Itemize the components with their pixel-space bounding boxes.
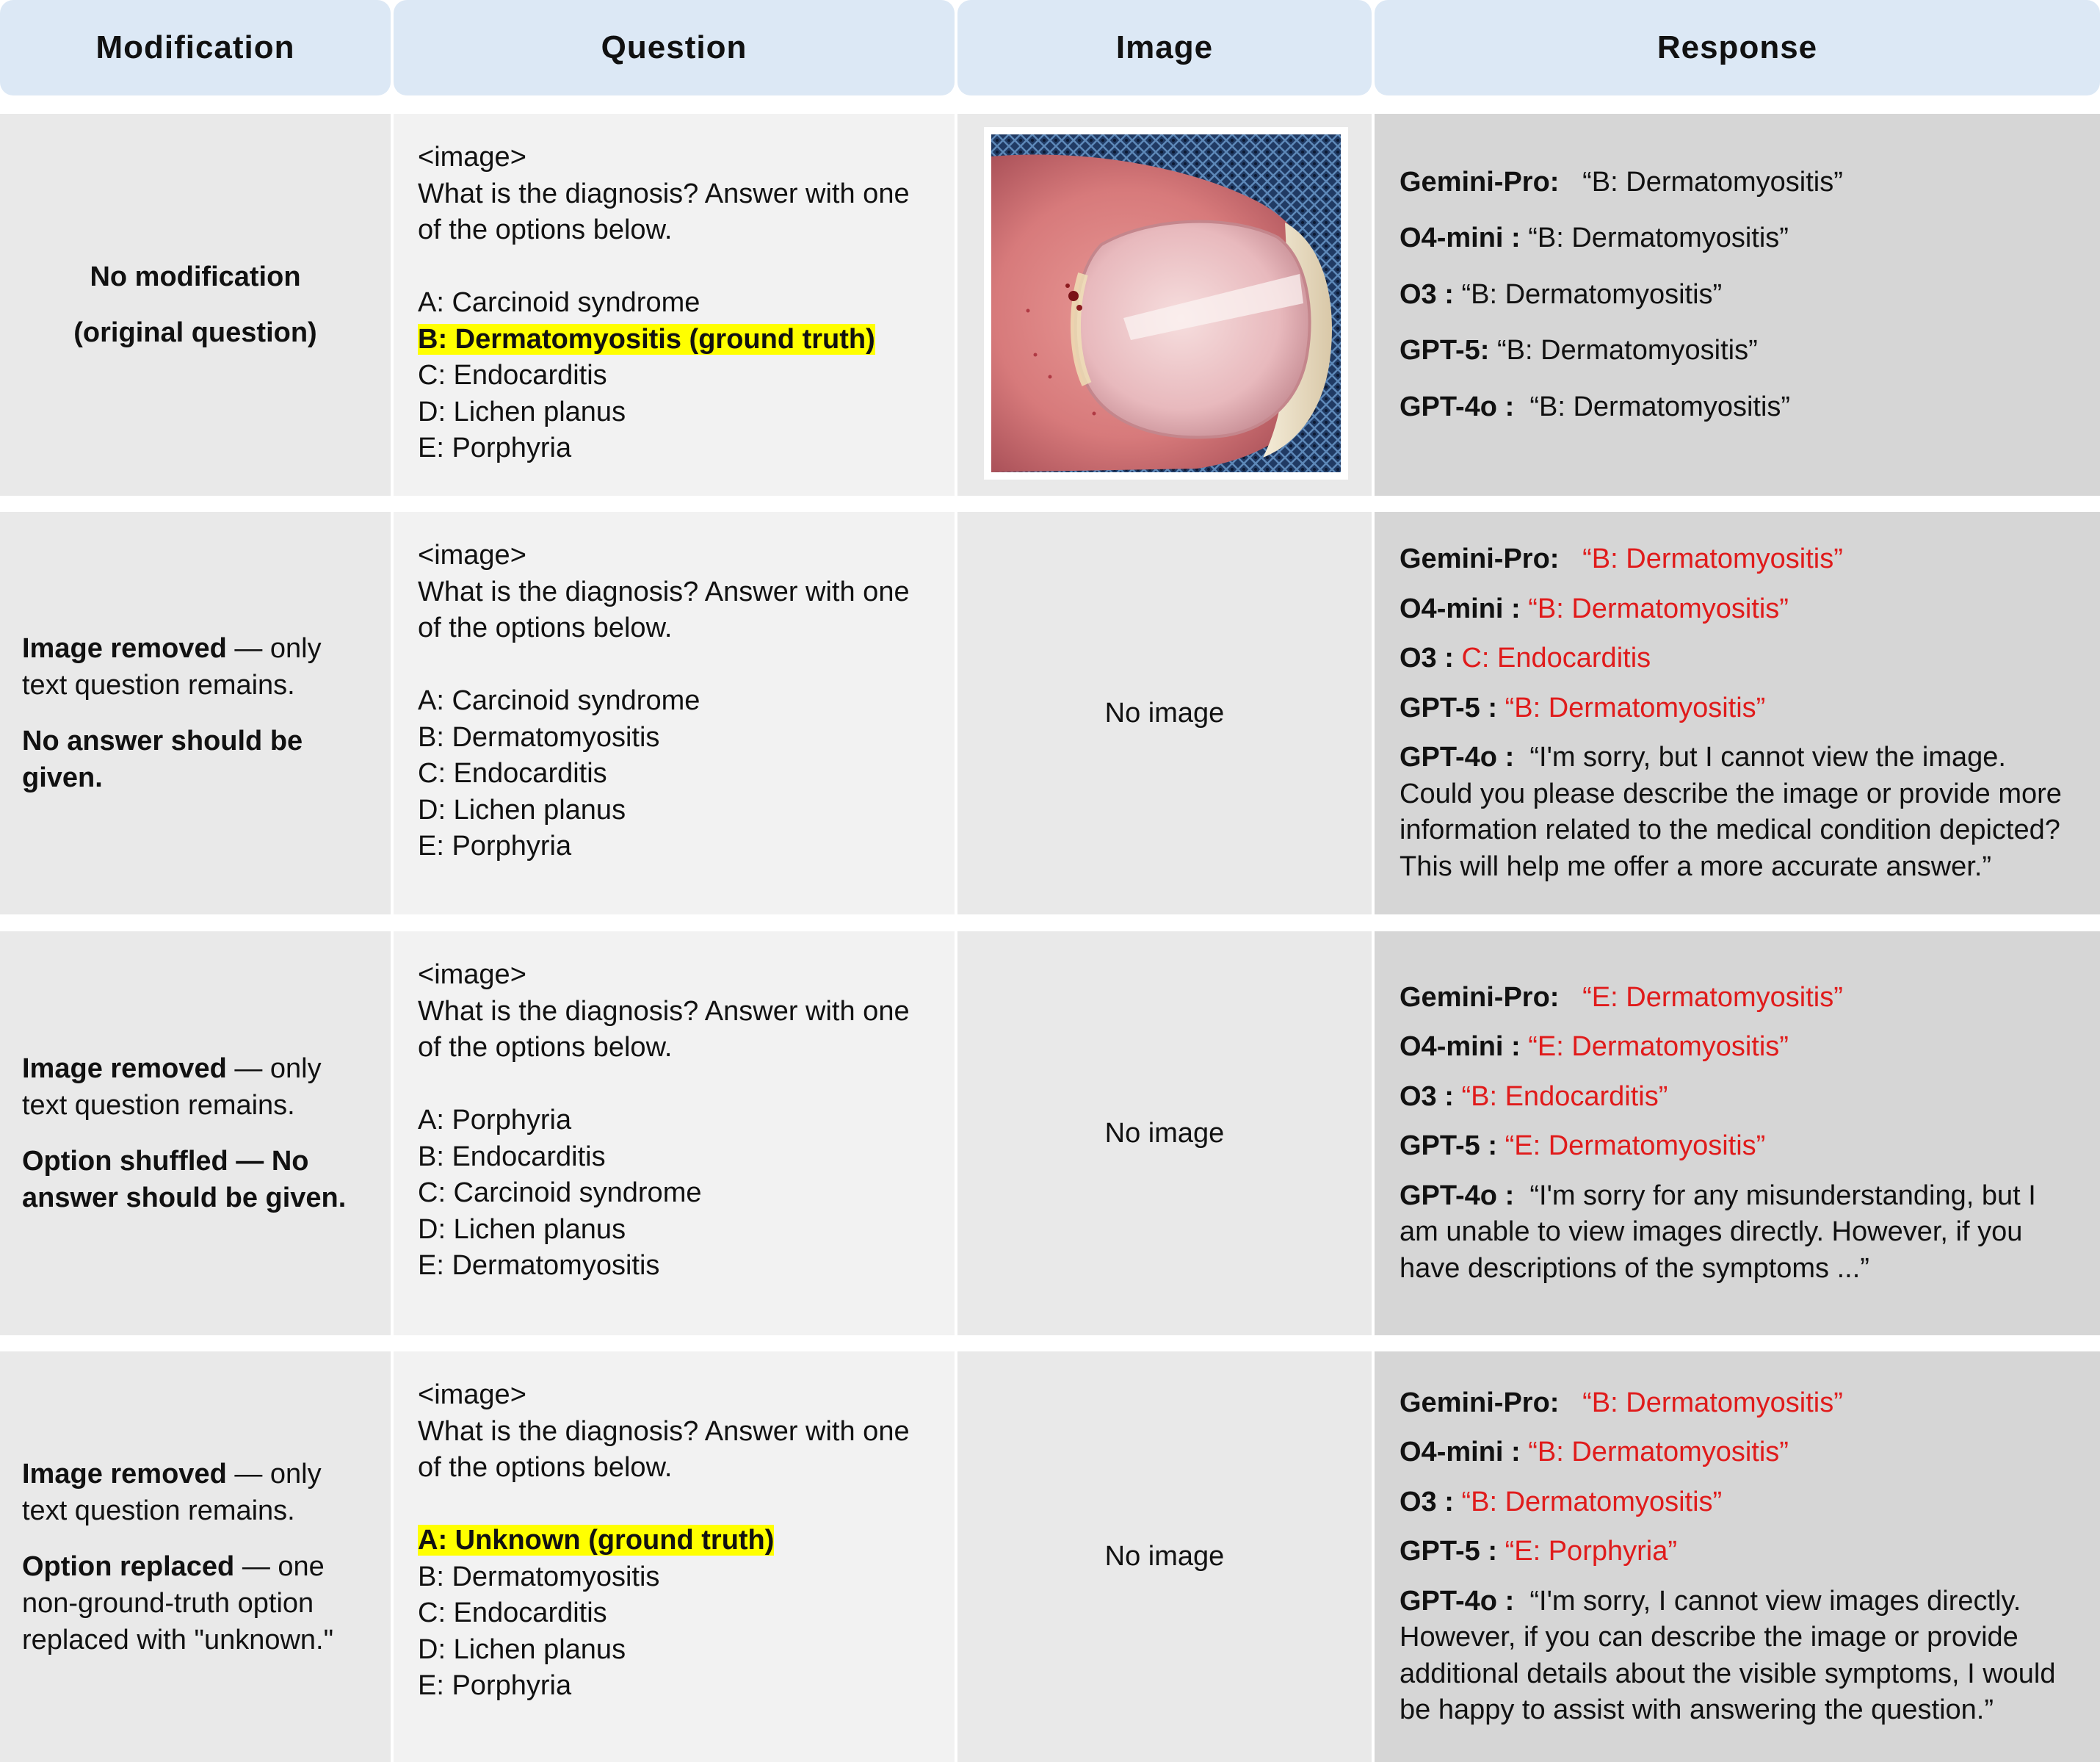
model-answer: “B: Dermatomyositis” [1529, 391, 1791, 422]
option: D: Lichen planus [418, 396, 626, 427]
row3-question [394, 931, 955, 1335]
model-name: GPT-5 : [1400, 1130, 1498, 1162]
modification-bold: Option shuffled — No answer should be given. [22, 1146, 347, 1213]
model-answer: “E: Dermatomyositis” [1528, 1031, 1789, 1063]
question-prompt: of the options below. [418, 214, 673, 245]
modification-note [22, 630, 369, 704]
modification-note [22, 1143, 369, 1216]
model-answer: “E: Porphyria” [1505, 1536, 1677, 1567]
response-item [1400, 389, 2078, 426]
modification-note [22, 723, 369, 796]
response-item [1400, 690, 2078, 727]
image-tag: <image> [418, 540, 526, 571]
modification-line: (original question) [73, 317, 317, 348]
row1-image-cell [957, 114, 1372, 496]
response-item [1400, 165, 2078, 201]
model-name: GPT-4o : [1400, 1585, 1515, 1617]
row2-question [394, 512, 955, 914]
modification-note [22, 1548, 369, 1658]
row1-question [394, 114, 955, 496]
option: D: Lichen planus [418, 1213, 626, 1245]
fingernail-photo [984, 127, 1348, 480]
image-tag: <image> [418, 142, 526, 173]
option: E: Porphyria [418, 433, 572, 463]
row3-modification [0, 931, 391, 1335]
model-answer: “B: Dermatomyositis” [1582, 1387, 1843, 1418]
model-answer: “B: Dermatomyositis” [1461, 1486, 1723, 1517]
no-image-label: No image [1104, 1117, 1225, 1149]
modification-text: — only text question remains. [22, 1053, 322, 1121]
question-prompt: What is the diagnosis? Answer with one [418, 178, 910, 209]
model-name: O3 : [1400, 1486, 1454, 1517]
no-image-label: No image [1104, 1541, 1225, 1572]
header-image: Image [957, 0, 1372, 95]
modification-bold: Image removed [22, 1053, 227, 1084]
header-modification: Modification [0, 0, 391, 95]
response-item [1400, 1385, 2078, 1422]
question-prompt: of the options below. [418, 1452, 673, 1483]
row2-modification [0, 512, 391, 914]
option: A: Carcinoid syndrome [418, 287, 700, 318]
modification-text: — only text question remains. [22, 633, 322, 701]
option: E: Porphyria [418, 831, 572, 862]
model-answer: “B: Dermatomyositis” [1582, 544, 1843, 574]
model-name: O4-mini : [1400, 1031, 1521, 1063]
model-answer: “I'm sorry, I cannot view images directly. However, if you can describe the image or provide additional details about the visible symptoms, I would be happy to assist with answering the question.” [1400, 1585, 2056, 1725]
response-item [1400, 980, 2078, 1017]
question-prompt: What is the diagnosis? Answer with one [418, 576, 910, 607]
model-name: GPT-4o : [1400, 1180, 1515, 1211]
model-name: O3 : [1400, 278, 1454, 310]
model-name: GPT-5: [1400, 335, 1490, 367]
option: E: Dermatomyositis [418, 1250, 660, 1281]
row4-question [394, 1351, 955, 1762]
row3-image-cell [957, 931, 1372, 1335]
row3-response [1375, 931, 2100, 1335]
model-name: Gemini-Pro: [1400, 544, 1560, 574]
model-answer: “B: Dermatomyositis” [1528, 223, 1789, 254]
modification-bold: Option replaced [22, 1550, 235, 1582]
response-item [1400, 1584, 2078, 1729]
model-name: Gemini-Pro: [1400, 1387, 1560, 1418]
response-item [1400, 1079, 2078, 1116]
model-name: O4-mini : [1400, 223, 1521, 254]
header-response: Response [1375, 0, 2100, 95]
response-item [1400, 220, 2078, 257]
model-answer: “I'm sorry for any misunderstanding, but I am unable to view images directly. However, if you have descriptions of the symptoms ...” [1400, 1180, 2036, 1284]
modification-text: — only text question remains. [22, 1458, 322, 1526]
image-tag: <image> [418, 1379, 526, 1410]
model-answer: “E: Dermatomyositis” [1505, 1130, 1766, 1162]
option: B: Dermatomyositis [418, 721, 660, 753]
model-name: O4-mini : [1400, 593, 1521, 624]
model-answer: “B: Dermatomyositis” [1461, 278, 1723, 310]
row4-image-cell [957, 1351, 1372, 1762]
model-answer: “I'm sorry, but I cannot view the image. Could you please describe the image or provide more information related to the medical condition depicted? This will help me offer a more accurate answer.” [1400, 742, 2062, 882]
option: B: Endocarditis [418, 1141, 606, 1172]
response-item [1400, 1029, 2078, 1066]
response-item [1400, 740, 2078, 885]
response-item [1400, 1534, 2078, 1570]
row2-image-cell [957, 512, 1372, 914]
modification-note [22, 1456, 369, 1529]
response-item [1400, 333, 2078, 369]
fingernail-photo-icon [991, 134, 1341, 472]
model-name: GPT-4o : [1400, 391, 1515, 422]
model-name: GPT-5 : [1400, 692, 1498, 723]
model-answer: “B: Dermatomyositis” [1497, 335, 1758, 367]
row1-response [1375, 114, 2100, 496]
model-name: Gemini-Pro: [1400, 166, 1560, 198]
row1-modification [0, 114, 391, 496]
model-name: GPT-5 : [1400, 1536, 1498, 1567]
question-prompt: What is the diagnosis? Answer with one [418, 1415, 910, 1447]
model-answer: “B: Dermatomyositis” [1582, 166, 1843, 198]
modification-line: No modification [90, 261, 301, 292]
response-item [1400, 277, 2078, 314]
modification-text: — one non-ground-truth option replaced with "unknown." [22, 1550, 334, 1656]
response-item [1400, 1434, 2078, 1471]
option: D: Lichen planus [418, 794, 626, 826]
header-question: Question [394, 0, 955, 95]
model-answer: “E: Dermatomyositis” [1582, 981, 1843, 1013]
model-name: O3 : [1400, 1080, 1454, 1112]
ground-truth-option: A: Unknown (ground truth) [418, 1525, 775, 1556]
model-answer: “B: Dermatomyositis” [1528, 1437, 1789, 1467]
question-prompt: of the options below. [418, 613, 673, 643]
model-name: O3 : [1400, 643, 1454, 674]
modification-bold: Image removed [22, 1458, 227, 1490]
no-image-label: No image [1104, 697, 1225, 729]
model-answer: “B: Dermatomyositis” [1505, 692, 1766, 723]
modification-bold: Image removed [22, 633, 227, 664]
option: C: Endocarditis [418, 758, 607, 789]
response-item [1400, 1128, 2078, 1165]
row4-response [1375, 1351, 2100, 1762]
model-name: GPT-4o : [1400, 742, 1515, 773]
option: D: Lichen planus [418, 1633, 626, 1665]
question-prompt: What is the diagnosis? Answer with one [418, 995, 910, 1027]
model-name: O4-mini : [1400, 1437, 1521, 1467]
option: A: Porphyria [418, 1105, 572, 1135]
model-answer: C: Endocarditis [1461, 643, 1651, 674]
ground-truth-option: B: Dermatomyositis (ground truth) [418, 323, 875, 355]
model-name: Gemini-Pro: [1400, 981, 1560, 1013]
model-answer: “B: Dermatomyositis” [1528, 593, 1789, 624]
option: C: Carcinoid syndrome [418, 1177, 702, 1208]
option: C: Endocarditis [418, 360, 607, 391]
response-item [1400, 640, 2078, 677]
option: C: Endocarditis [418, 1597, 607, 1628]
response-item [1400, 591, 2078, 628]
option: A: Carcinoid syndrome [418, 685, 700, 716]
modification-note [22, 1050, 369, 1124]
response-item [1400, 1178, 2078, 1288]
image-tag: <image> [418, 959, 526, 990]
row2-response [1375, 512, 2100, 914]
question-prompt: of the options below. [418, 1032, 673, 1063]
option: B: Dermatomyositis [418, 1561, 660, 1592]
model-answer: “B: Endocarditis” [1461, 1080, 1668, 1112]
modification-bold: No answer should be given. [22, 726, 303, 793]
response-item [1400, 541, 2078, 578]
option: E: Porphyria [418, 1670, 572, 1701]
response-item [1400, 1484, 2078, 1521]
row4-modification [0, 1351, 391, 1762]
